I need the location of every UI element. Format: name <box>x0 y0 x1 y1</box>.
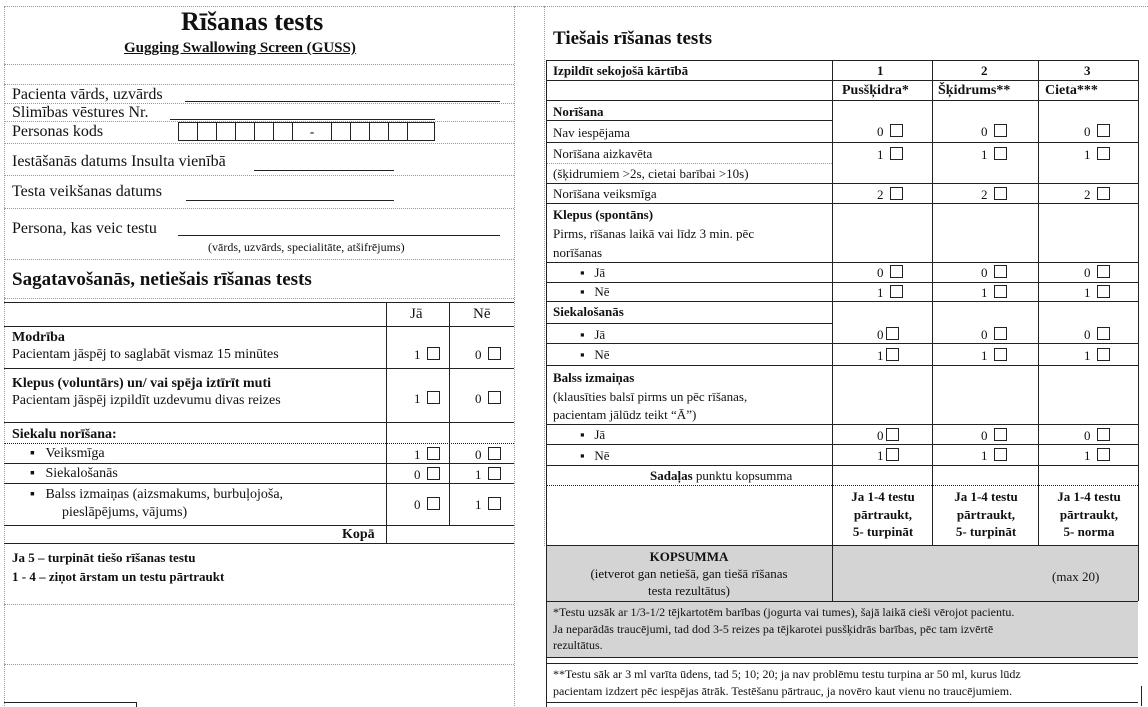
klepus-desc: Pirms, rīšanas laikā vai līdz 3 min. pēc <box>553 226 755 241</box>
divider <box>4 604 514 605</box>
divider <box>4 175 514 176</box>
balss-desc-cont: pacientam jālūdz teikt “Ā”) <box>553 407 697 422</box>
score-siek-ja-3[interactable]: 0 <box>1084 327 1110 343</box>
score-balss-ja-3[interactable]: 0 <box>1084 428 1110 444</box>
score-aizk-2[interactable]: 1 <box>981 147 1007 163</box>
score-balss-ja-2[interactable]: 0 <box>981 428 1007 444</box>
patient-name-field[interactable] <box>185 101 500 102</box>
test-date-label: Testa veikšanas datums <box>12 183 162 200</box>
klepus-vol-yes[interactable]: 1 <box>414 391 440 407</box>
score-siek-ne-3[interactable]: 1 <box>1084 348 1110 364</box>
indirect-section-title: Sagatavošanās, netiešais rīšanas tests <box>12 269 312 290</box>
modriba-title: Modrība <box>12 330 65 345</box>
divider <box>514 6 1148 7</box>
note-semiliquid: *Testu uzsāk ar 1/3-1/2 tējkartotēm barības (jogurta vai tumes), šajā laikā cieši vērojot pacientu. Ja neparādās traucējumi, tad dod 3-5 reizes pa tējkarotei pusšķidrās barības, pēc tam izvērtē rezultātus. <box>553 605 1015 652</box>
history-label: Slimības vēstures Nr. <box>12 104 149 121</box>
siekalu-item-yes[interactable]: 0 <box>414 467 440 483</box>
siekalosanas-title: Siekalošanās <box>553 304 624 319</box>
aizkaveta-desc: (šķidrumiem >2s, cietai barībai >10s) <box>553 166 749 181</box>
kopa-label: Kopā <box>342 527 375 542</box>
score-veik-3[interactable]: 2 <box>1084 187 1110 203</box>
divider <box>4 664 514 665</box>
interp-col-1: Ja 1-4 testu pārtraukt, 5- turpināt <box>851 489 915 539</box>
klepus-vol-desc: Pacientam jāspēj izpildīt uzdevumu divas reizes <box>12 393 281 408</box>
divider <box>4 208 514 209</box>
balss-no-label: ▪ Nē <box>580 448 610 463</box>
result-stop: 1 - 4 – ziņot ārstam un testu pārtraukt <box>12 569 225 584</box>
klepus-title: Klepus (spontāns) <box>553 207 654 222</box>
score-klepus-ja-1[interactable]: 0 <box>877 265 903 281</box>
siekalu-item: ▪ Siekalošanās <box>30 466 118 481</box>
divider <box>4 259 514 260</box>
score-siek-ja-2[interactable]: 0 <box>981 327 1007 343</box>
patient-name-label: Pacienta vārds, uzvārds <box>12 86 163 103</box>
page-title: Rīšanas tests <box>181 7 324 36</box>
divider <box>136 702 137 707</box>
tester-hint: (vārds, uzvārds, specialitāte, atšifrējums) <box>208 240 405 254</box>
siekalu-item: ▪ Veiksmīga <box>30 446 105 461</box>
section-sum-label: Sadaļas punktu kopsumma <box>650 468 793 483</box>
klepus-vol-no[interactable]: 0 <box>475 391 501 407</box>
admission-date-label: Iestāšanās datums Insulta vienībā <box>12 153 226 170</box>
col-yes-header: Jā <box>410 306 423 322</box>
klepus-vol-title: Klepus (voluntārs) un/ vai spēja iztīrīt muti <box>12 376 272 391</box>
order-label: Izpildīt sekojošā kārtībā <box>553 63 689 78</box>
interp-col-2: Ja 1-4 testu pārtraukt, 5- turpināt <box>954 489 1018 539</box>
siekalu-item: ▪ Balss izmaiņas (aizsmakums, burbuļojoša, <box>30 487 284 502</box>
siekalu-item-yes[interactable]: 1 <box>414 447 440 463</box>
col-liquid: Šķidrums** <box>938 83 1011 98</box>
test-date-field[interactable] <box>186 200 394 201</box>
tester-field[interactable] <box>178 235 500 236</box>
score-aizk-3[interactable]: 1 <box>1084 147 1110 163</box>
result-continue: Ja 5 – turpināt tiešo rīšanas testu <box>12 550 196 565</box>
score-veik-1[interactable]: 2 <box>877 187 903 203</box>
history-field[interactable] <box>170 119 435 120</box>
siekalu-item-yes[interactable]: 0 <box>414 497 440 513</box>
aizkaveta-label: Norīšana aizkavēta <box>553 146 653 161</box>
siekalu-item-no[interactable]: 1 <box>475 497 501 513</box>
score-siek-ne-1[interactable]: 1 <box>877 348 899 364</box>
klepus-no-label: ▪ Nē <box>580 284 610 299</box>
balss-title: Balss izmaiņas <box>553 370 635 385</box>
score-klepus-ne-1[interactable]: 1 <box>877 285 903 301</box>
score-siek-ja-1[interactable]: 0 <box>877 327 899 343</box>
veiksmiga-label: Norīšana veiksmīga <box>553 186 657 201</box>
personal-code-label: Personas kods <box>12 123 104 140</box>
interp-col-3: Ja 1-4 testu pārtraukt, 5- norma <box>1057 489 1121 539</box>
klepus-yes-label: ▪ Jā <box>580 265 606 280</box>
divider <box>4 298 514 299</box>
admission-date-field[interactable] <box>254 170 394 171</box>
score-nav-1[interactable]: 0 <box>877 124 903 140</box>
siekalu-title: Siekalu norīšana: <box>12 427 117 442</box>
col-no-header: Nē <box>473 306 491 322</box>
divider <box>4 64 514 65</box>
norisana-title: Norīšana <box>553 104 604 119</box>
score-klepus-ja-2[interactable]: 0 <box>981 265 1007 281</box>
balss-yes-label: ▪ Jā <box>580 427 606 442</box>
score-nav-3[interactable]: 0 <box>1084 124 1110 140</box>
balss-desc: (klausīties balsī pirms un pēc rīšanas, <box>553 389 748 404</box>
klepus-desc-cont: norīšanas <box>553 245 603 260</box>
score-balss-ne-3[interactable]: 1 <box>1084 448 1110 464</box>
score-balss-ne-1[interactable]: 1 <box>877 448 899 464</box>
col-solid: Cieta*** <box>1045 83 1098 98</box>
modriba-no[interactable]: 0 <box>475 347 501 363</box>
siek-yes-label: ▪ Jā <box>580 327 606 342</box>
score-klepus-ne-2[interactable]: 1 <box>981 285 1007 301</box>
divider <box>544 6 545 546</box>
page-subtitle: Gugging Swallowing Screen (GUSS) <box>124 40 356 56</box>
siekalu-item-no[interactable]: 1 <box>475 467 501 483</box>
kopsumma-label: KOPSUMMA (ietverot gan netiešā, gan tiešā rīšanas testa rezultātus) <box>590 549 788 598</box>
modriba-yes[interactable]: 1 <box>414 347 440 363</box>
tester-label: Persona, kas veic testu <box>12 220 157 237</box>
score-klepus-ja-3[interactable]: 0 <box>1084 265 1110 281</box>
col-1-number: 1 <box>877 63 884 78</box>
siekalu-item-cont: pieslāpējums, vājums) <box>62 505 188 520</box>
modriba-desc: Pacientam jāspēj to saglabāt vismaz 15 minūtes <box>12 347 279 362</box>
siek-no-label: ▪ Nē <box>580 347 610 362</box>
direct-test-title: Tiešais rīšanas tests <box>553 28 713 49</box>
max-score: (max 20) <box>1052 569 1100 584</box>
divider <box>514 6 515 706</box>
divider <box>4 702 136 703</box>
col-2-number: 2 <box>981 63 988 78</box>
score-aizk-1[interactable]: 1 <box>877 147 903 163</box>
divider <box>4 6 5 706</box>
divider <box>4 84 514 85</box>
divider <box>4 143 514 144</box>
siekalu-item-no[interactable]: 0 <box>475 447 501 463</box>
col-3-number: 3 <box>1084 63 1091 78</box>
score-klepus-ne-3[interactable]: 1 <box>1084 285 1110 301</box>
score-siek-ne-2[interactable]: 1 <box>981 348 1007 364</box>
score-veik-2[interactable]: 2 <box>981 187 1007 203</box>
note-liquid: **Testu sāk ar 3 ml varīta ūdens, tad 5; 10; 20; ja nav problēmu testu turpina ar 50 ml, kurus lūdz pacientam izdzert pēc iespējas ātrāk. Testēšanu pārtrauc, ja novēro kaut vienu no traucējumiem. <box>553 667 1021 698</box>
score-nav-2[interactable]: 0 <box>981 124 1007 140</box>
score-balss-ja-1[interactable]: 0 <box>877 428 899 444</box>
col-semiliquid: Pusšķidra* <box>842 83 909 98</box>
nav-label: Nav iespējama <box>553 125 630 140</box>
score-balss-ne-2[interactable]: 1 <box>981 448 1007 464</box>
